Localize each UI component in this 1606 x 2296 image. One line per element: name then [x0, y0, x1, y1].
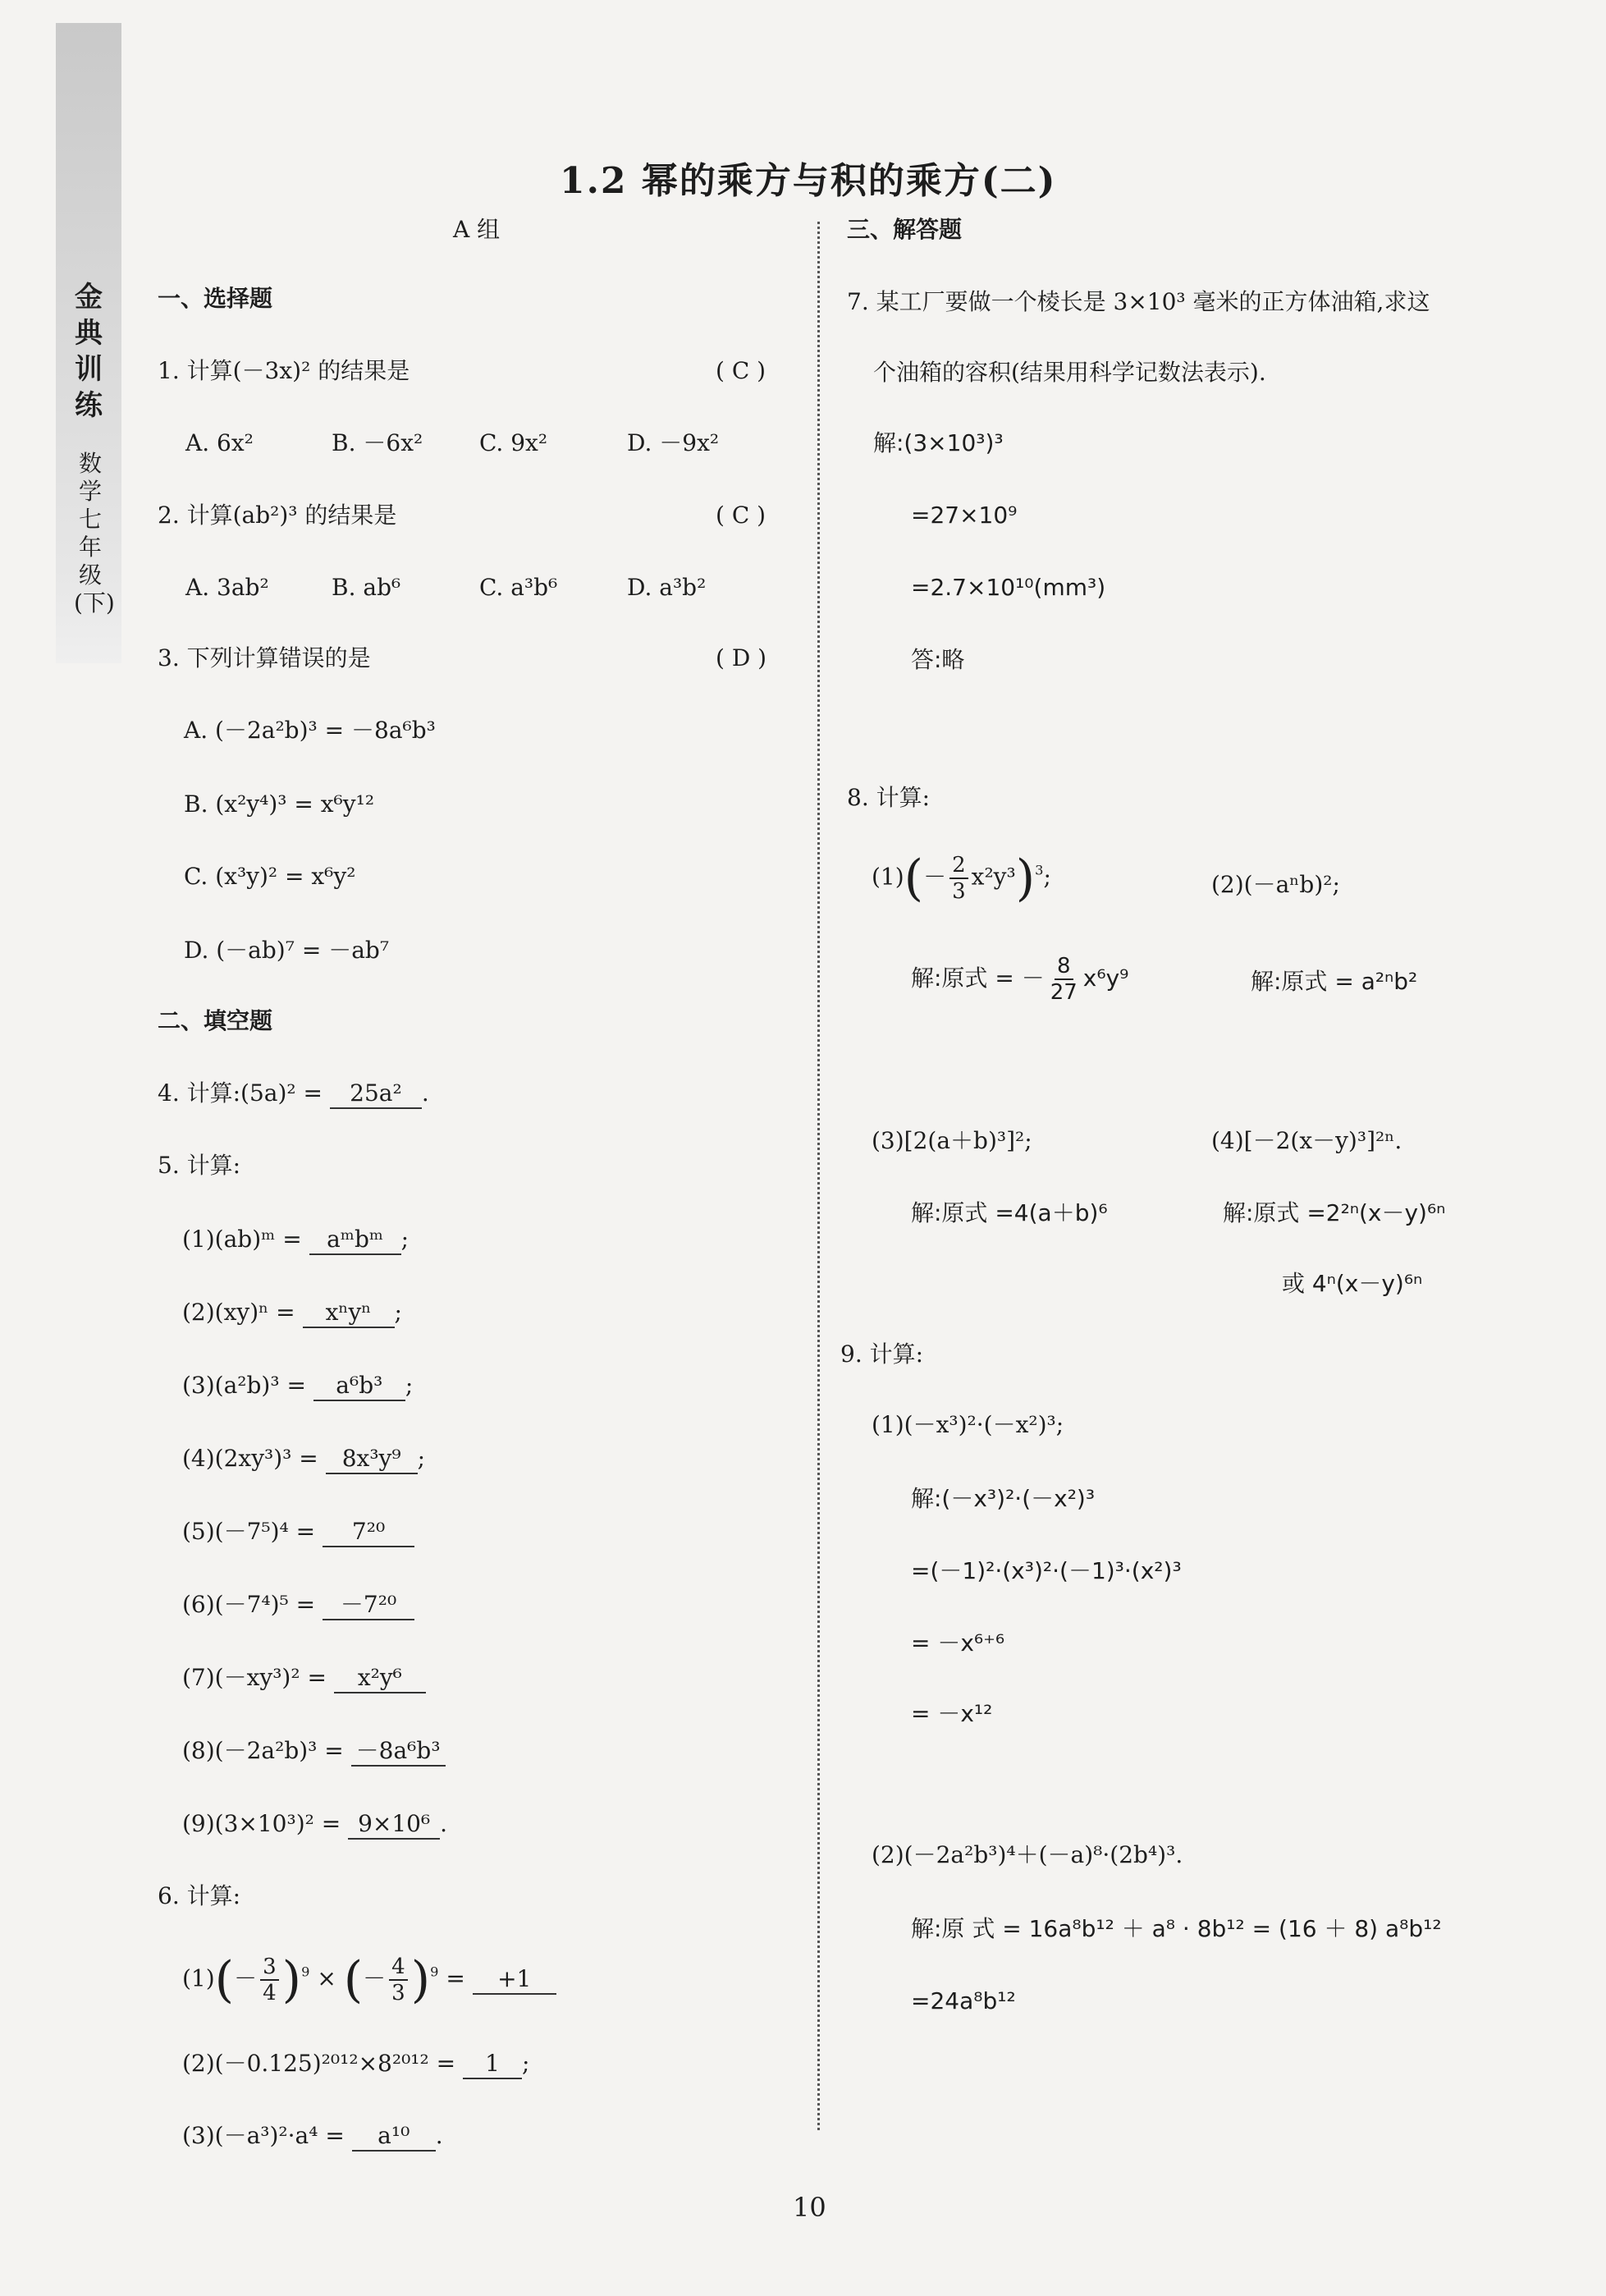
q9-part1: (1)(－x³)²·(－x²)³; [872, 1411, 1064, 1438]
q8-solution-4b: 或 4ⁿ(x－y)⁶ⁿ [1282, 1270, 1423, 1297]
q5-item-answer: a⁶b³ [313, 1374, 405, 1401]
q6-item1: (1)(－ $\frac{3}{4}$ )$^9$ × (－ $\frac{4}{3}$ )$^9$ = +1 [182, 1955, 556, 2005]
q5-item [182, 1810, 448, 1840]
q5-item [182, 1593, 414, 1620]
q1-option-b: B. －6x² [332, 429, 423, 456]
section-fill: 二、填空题 [158, 1007, 273, 1034]
q6-item3: (3)(－a³)²·a⁴ = a¹⁰ . [182, 2124, 443, 2152]
q6-f2-num: 4 [389, 1956, 408, 1981]
q5-item-question: (3)(a²b)³ = [182, 1372, 306, 1399]
q2-option-d: D. a³b² [627, 574, 707, 601]
q5-item-punct: ; [394, 1299, 402, 1326]
q3-stem: 3. 下列计算错误的是 [158, 644, 371, 671]
q8-part2: (2)(－aⁿb)²; [1211, 871, 1340, 898]
q3-option-b: B. (x²y⁴)³ = x⁶y¹² [184, 791, 375, 818]
q5-item-punct: ; [405, 1372, 414, 1399]
q6-f2-den: 3 [391, 1981, 405, 2005]
q9-solution-4: = －x¹² [911, 1700, 993, 1727]
q3-option-a: A. (－2a²b)³ = －8a⁶b³ [184, 717, 436, 744]
q3-option-c: C. (x³y)² = x⁶y² [184, 863, 356, 890]
q5-item-answer: 9×10⁶ [348, 1813, 440, 1840]
q5-item-punct: ; [400, 1226, 410, 1253]
q8-s1-den: 27 [1050, 980, 1078, 1005]
q5-item [182, 1520, 414, 1547]
q2-stem: 2. 计算(ab²)³ 的结果是 [158, 502, 397, 529]
q3-answer: ( D ) [716, 644, 767, 671]
q8-solution-1: 解:原式 = － $\frac{8}{27}$ x⁶y⁹ [911, 954, 1129, 1005]
q5-item [182, 1228, 409, 1255]
q2-option-b: B. ab⁶ [332, 574, 401, 601]
q7-solution-2: =27×10⁹ [911, 502, 1018, 529]
q6-answer-3: a¹⁰ [352, 2124, 436, 2152]
q7-line1: 7. 某工厂要做一个棱长是 3×10³ 毫米的正方体油箱,求这 [847, 288, 1430, 315]
q9-solution-1: 解:(－x³)²·(－x²)³ [911, 1485, 1096, 1512]
q8-s1-num: 8 [1055, 956, 1073, 980]
page-title: 1.2 幂的乘方与积的乘方(二) [560, 160, 1057, 202]
q8-stem: 8. 计算: [847, 784, 931, 811]
q5-item-answer: xⁿyⁿ [303, 1301, 395, 1328]
q5-item-question: (7)(－xy³)² = [182, 1664, 327, 1691]
q5-item [182, 1447, 425, 1474]
q4: 4. 计算:(5a)² = 25a² . [158, 1082, 429, 1109]
section-solve: 三、解答题 [847, 216, 963, 243]
q5-item-answer: －7²⁰ [323, 1593, 414, 1620]
q7-line2: 个油箱的容积(结果用科学记数法表示). [873, 359, 1266, 386]
column-divider [817, 222, 820, 2130]
q8-part4: (4)[－2(x－y)³]²ⁿ. [1211, 1127, 1402, 1154]
q6-f1-num: 3 [260, 1956, 279, 1981]
q5-item-answer: －8a⁶b³ [351, 1739, 446, 1767]
q3-option-d: D. (－ab)⁷ = －ab⁷ [184, 937, 390, 964]
q2-option-a: A. 3ab² [185, 574, 269, 601]
q5-stem: 5. 计算: [158, 1152, 241, 1179]
q5-item-answer: 7²⁰ [323, 1520, 414, 1547]
q5-item-question: (8)(－2a²b)³ = [182, 1737, 344, 1764]
q5-item [182, 1374, 413, 1401]
q5-item-question: (6)(－7⁴)⁵ = [182, 1591, 316, 1618]
brand-label: 金典训练 [75, 281, 103, 422]
q5-item-answer: 8x³y⁹ [326, 1447, 418, 1474]
q5-item-question: (2)(xy)ⁿ = [182, 1299, 295, 1326]
q6-stem: 6. 计算: [158, 1882, 241, 1909]
q1-answer: ( C ) [716, 357, 766, 384]
q5-item-question: (5)(－7⁵)⁴ = [182, 1518, 316, 1545]
q6-answer-1: +1 [473, 1968, 556, 1995]
q7-solution-1: 解:(3×10³)³ [873, 429, 1004, 456]
group-label: A 组 [453, 216, 501, 243]
subject-label: 数学 七年级(下) [74, 450, 115, 616]
q4-stem: 4. 计算:(5a)² = [158, 1079, 323, 1107]
q9-stem: 9. 计算: [840, 1340, 924, 1368]
q7-solution-4: 答:略 [911, 646, 965, 673]
q9-solution-2: =(－1)²·(x³)²·(－1)³·(x²)³ [911, 1557, 1182, 1584]
q2-option-c: C. a³b⁶ [479, 574, 558, 601]
q5-item [182, 1301, 402, 1328]
page-number: 10 [793, 2192, 826, 2223]
q8-solution-3: 解:原式 =4(a＋b)⁶ [911, 1199, 1108, 1226]
q9-solution-6: =24a⁸b¹² [911, 1987, 1016, 2014]
q6-item2: (2)(－0.125)²⁰¹²×8²⁰¹² = 1 ; [182, 2052, 529, 2079]
q5-item-answer: x²y⁶ [334, 1666, 426, 1693]
q5-item-answer: aᵐbᵐ [309, 1228, 401, 1255]
q7-solution-3: =2.7×10¹⁰(mm³) [911, 574, 1106, 601]
q8-solution-4: 解:原式 =2²ⁿ(x－y)⁶ⁿ [1223, 1199, 1446, 1226]
q5-item-punct: . [440, 1810, 448, 1837]
q4-blank: 25a² [330, 1082, 422, 1109]
q5-item-question: (4)(2xy³)³ = [182, 1445, 318, 1472]
q6-answer-2: 1 [463, 2052, 522, 2079]
section-choice: 一、选择题 [158, 285, 273, 312]
q9-part2: (2)(－2a²b³)⁴＋(－a)⁸·(2b⁴)³. [872, 1841, 1183, 1868]
q8-solution-2: 解:原式 = a²ⁿb² [1251, 968, 1418, 995]
book-sidebar [56, 23, 121, 663]
q9-solution-3: = －x⁶⁺⁶ [911, 1629, 1005, 1657]
q5-item [182, 1739, 446, 1767]
q5-item-question: (1)(ab)ᵐ = [182, 1226, 302, 1253]
q5-item-punct: ; [417, 1445, 426, 1472]
q1-stem: 1. 计算(－3x)² 的结果是 [158, 357, 410, 384]
q5-item-question: (9)(3×10³)² = [182, 1810, 341, 1837]
q8-part3: (3)[2(a＋b)³]²; [872, 1127, 1032, 1154]
q1-option-a: A. 6x² [185, 429, 254, 456]
q1-option-c: C. 9x² [479, 429, 548, 456]
q6-f1-den: 4 [263, 1981, 277, 2005]
q8-part1: (1)(－ $\frac{2}{3}$ x²y³)$^3$; [872, 850, 1051, 907]
q5-item [182, 1666, 426, 1693]
q9-solution-5: 解:原 式 = 16a⁸b¹² ＋ a⁸ · 8b¹² = (16 ＋ 8) a⁸b¹² [911, 1915, 1442, 1942]
q1-option-d: D. －9x² [627, 429, 720, 456]
q2-answer: ( C ) [716, 502, 766, 529]
